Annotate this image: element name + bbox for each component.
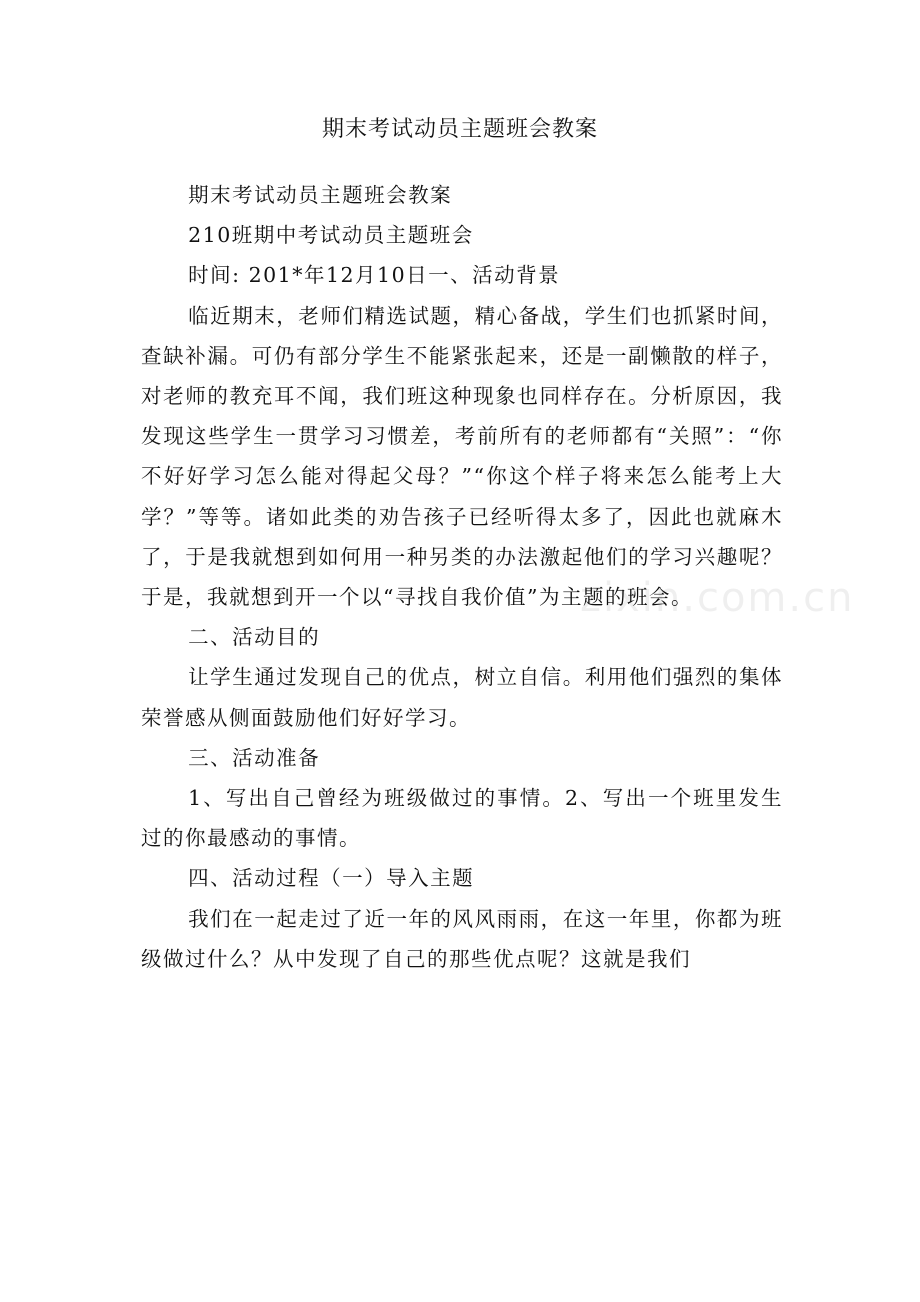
section-heading: 三、活动准备 [188,745,321,770]
paragraph: 时间: 201*年12月10日一、活动背景 [188,263,561,288]
watermark: zixin.com.cn [580,575,855,621]
paragraph: 我们在一起走过了近一年的风风雨雨，在这一年里，你都为班级做过什么？从中发现了自己的那些优点呢？这就是我们 [141,906,783,971]
document-body [141,175,783,979]
document-title: 期末考试动员主题班会教案 [321,117,598,142]
paragraph: 让学生通过发现自己的优点，树立自信。利用他们强烈的集体荣誉感从侧面鼓励他们好好学习。 [141,665,783,730]
section-heading: 四、活动过程（一）导入主题 [188,866,475,891]
paragraph: 210班期中考试动员主题班会 [188,223,474,248]
section-heading: 二、活动目的 [188,625,321,650]
paragraph: 临近期末，老师们精选试题，精心备战，学生们也抓紧时间，查缺补漏。可仍有部分学生不能紧张起来，还是一副懒散的样子，对老师的教充耳不闻，我们班这种现象也同样存在。分析原因，我发现这些学生一贯学习习惯差，考前所有的老师都有“关照”：“你不好好学习怎么能对得起父母？”“你这个样子将来怎么能考上大学？”等等。诸如此类的劝告孩子已经听得太多了，因此也就麻木了，于是我就想到如何用一种另类的办法激起他们的学习兴趣呢？于是，我就想到开一个以“寻找自我价值”为主题的班会。 [141,303,783,610]
paragraph: 1、写出自己曾经为班级做过的事情。2、写出一个班里发生过的你最感动的事情。 [141,786,783,851]
paragraph: 期末考试动员主题班会教案 [188,183,453,207]
